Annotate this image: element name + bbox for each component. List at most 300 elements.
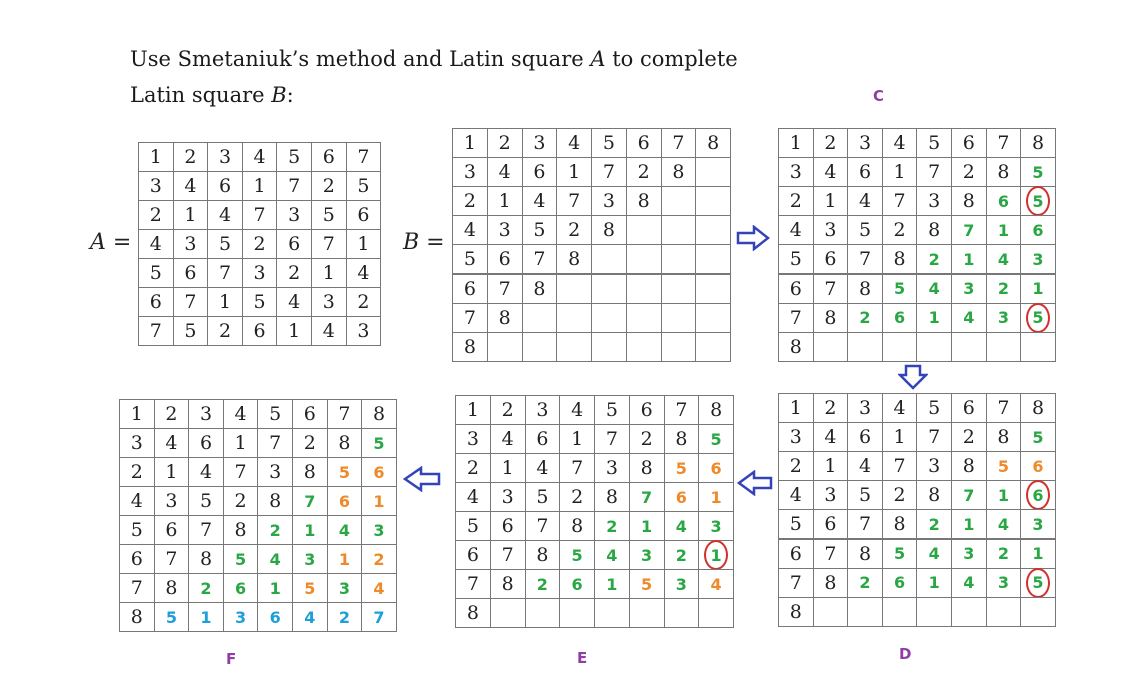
grid-cell: 2 [916, 509, 952, 539]
grid-cell: 2 [154, 399, 190, 429]
grid-cell: 5 [346, 171, 382, 201]
grid-cell: 3 [847, 393, 883, 423]
grid-cell: 8 [778, 597, 814, 627]
grid-cell: 2 [559, 482, 595, 512]
grid-cell: 5 [522, 215, 558, 245]
grid-cell: 7 [490, 540, 526, 570]
grid-cell: 7 [223, 457, 259, 487]
grid-cell: 5 [778, 509, 814, 539]
grid-cell: 1 [629, 511, 665, 541]
grid-cell: 4 [346, 258, 382, 288]
grid-cell: 1 [207, 287, 243, 317]
grid-cell: 1 [346, 229, 382, 259]
grid-cell: 4 [487, 157, 523, 187]
grid-cell: 3 [1020, 509, 1056, 539]
grid-cell: 6 [559, 569, 595, 599]
grid-cell: 4 [847, 186, 883, 216]
grid-cell: 7 [525, 511, 561, 541]
grid-cell: 4 [951, 568, 987, 598]
grid-cell: 4 [327, 515, 363, 545]
grid-cell [522, 332, 558, 362]
grid-cell: 3 [188, 399, 224, 429]
grid-cell: 7 [778, 303, 814, 333]
grid-cell: 8 [559, 511, 595, 541]
grid-cell: 2 [556, 215, 592, 245]
grid-cell: 3 [138, 171, 174, 201]
grid-cell: 3 [813, 480, 849, 510]
grid-cell: 5 [698, 424, 734, 454]
grid-cell-circled: 5 [1020, 568, 1056, 598]
grid-cell: 7 [591, 157, 627, 187]
grid-cell: 7 [327, 399, 363, 429]
grid-cell: 1 [1020, 274, 1056, 304]
grid-cell: 7 [361, 602, 397, 632]
grid-cell: 7 [951, 480, 987, 510]
grid-cell: 7 [847, 509, 883, 539]
grid-cell: 6 [986, 186, 1022, 216]
grid-cell: 5 [119, 515, 155, 545]
grid-cell: 8 [257, 486, 293, 516]
grid-cell: 7 [173, 287, 209, 317]
grid-cell [525, 598, 561, 628]
grid-cell: 4 [698, 569, 734, 599]
equation-b-var: B [403, 230, 420, 255]
grid-cell: 1 [698, 482, 734, 512]
grid-cell: 6 [327, 486, 363, 516]
grid-cell: 7 [813, 274, 849, 304]
grid-cell: 4 [813, 157, 849, 187]
grid-cell [1020, 332, 1056, 362]
arrow-down-icon [898, 364, 928, 390]
grid-cell: 2 [276, 258, 312, 288]
grid-cell: 2 [986, 539, 1022, 569]
grid-cell: 8 [661, 157, 697, 187]
grid-cell: 1 [311, 258, 347, 288]
grid-cell: 6 [778, 539, 814, 569]
grid-cell [556, 332, 592, 362]
grid-cell: 7 [292, 486, 328, 516]
latin-square-b [452, 128, 731, 362]
grid-cell: 5 [1020, 422, 1056, 452]
grid-cell: 7 [594, 424, 630, 454]
grid-cell: 3 [986, 303, 1022, 333]
grid-cell: 4 [257, 544, 293, 574]
grid-cell: 5 [154, 602, 190, 632]
grid-cell: 6 [813, 509, 849, 539]
grid-cell: 2 [207, 316, 243, 346]
grid-cell: 2 [813, 393, 849, 423]
grid-cell [916, 332, 952, 362]
grid-cell: 4 [778, 215, 814, 245]
grid-cell: 5 [276, 142, 312, 172]
grid-cell: 3 [223, 602, 259, 632]
grid-cell: 4 [559, 395, 595, 425]
grid-cell: 3 [525, 395, 561, 425]
grid-cell: 5 [292, 573, 328, 603]
grid-cell [556, 303, 592, 333]
grid-cell: 3 [311, 287, 347, 317]
grid-cell: 3 [916, 451, 952, 481]
grid-cell: 5 [311, 200, 347, 230]
grid-cell: 6 [813, 244, 849, 274]
grid-cell: 4 [311, 316, 347, 346]
grid-cell: 4 [490, 424, 526, 454]
grid-cell: 8 [882, 509, 918, 539]
grid-cell [951, 332, 987, 362]
grid-cell: 8 [1020, 393, 1056, 423]
grid-cell: 1 [452, 128, 488, 158]
latin-square-c [778, 128, 1056, 362]
grid-cell: 1 [138, 142, 174, 172]
grid-cell [813, 597, 849, 627]
grid-cell: 5 [188, 486, 224, 516]
grid-cell: 4 [525, 453, 561, 483]
grid-cell: 8 [951, 186, 987, 216]
grid-cell: 2 [292, 428, 328, 458]
grid-cell: 5 [223, 544, 259, 574]
grid-cell: 2 [951, 422, 987, 452]
grid-cell: 1 [916, 568, 952, 598]
grid-cell: 1 [292, 515, 328, 545]
grid-cell: 8 [525, 540, 561, 570]
grid-cell: 2 [916, 244, 952, 274]
label-e: E [577, 649, 588, 667]
grid-cell: 1 [916, 303, 952, 333]
intro-line-1 [130, 47, 738, 71]
grid-cell: 5 [916, 393, 952, 423]
grid-cell-circled: 1 [698, 540, 734, 570]
grid-cell: 8 [916, 480, 952, 510]
grid-cell [661, 186, 697, 216]
grid-cell: 4 [361, 573, 397, 603]
grid-cell: 3 [119, 428, 155, 458]
grid-cell: 8 [594, 482, 630, 512]
grid-cell: 5 [986, 451, 1022, 481]
grid-cell: 7 [813, 539, 849, 569]
grid-cell: 6 [242, 316, 278, 346]
grid-cell: 7 [986, 128, 1022, 158]
grid-cell: 5 [452, 244, 488, 274]
grid-cell: 3 [292, 544, 328, 574]
grid-cell: 8 [626, 186, 662, 216]
intro-text: Use Smetaniuk’s method and Latin square [130, 47, 591, 71]
grid-cell: 3 [361, 515, 397, 545]
grid-cell [847, 597, 883, 627]
grid-cell: 4 [522, 186, 558, 216]
equation-a-label [90, 230, 131, 255]
grid-cell: 2 [847, 303, 883, 333]
equation-b-sign: = [419, 230, 445, 255]
grid-cell: 3 [257, 457, 293, 487]
grid-cell [661, 215, 697, 245]
grid-cell [626, 332, 662, 362]
grid-cell [695, 186, 731, 216]
grid-cell [986, 332, 1022, 362]
grid-cell: 2 [525, 569, 561, 599]
grid-cell: 3 [522, 128, 558, 158]
grid-cell: 2 [487, 128, 523, 158]
grid-cell: 1 [556, 157, 592, 187]
grid-cell: 1 [594, 569, 630, 599]
grid-cell: 7 [778, 568, 814, 598]
grid-cell: 7 [242, 200, 278, 230]
grid-cell: 8 [813, 303, 849, 333]
grid-cell: 8 [119, 602, 155, 632]
grid-cell: 5 [207, 229, 243, 259]
grid-cell: 4 [455, 482, 491, 512]
grid-cell: 7 [487, 274, 523, 304]
grid-cell: 5 [257, 399, 293, 429]
grid-cell: 4 [986, 509, 1022, 539]
grid-cell: 8 [629, 453, 665, 483]
grid-cell: 1 [951, 509, 987, 539]
grid-cell: 4 [173, 171, 209, 201]
grid-cell [661, 244, 697, 274]
grid-cell: 1 [778, 128, 814, 158]
grid-cell: 8 [556, 244, 592, 274]
grid-cell: 8 [986, 422, 1022, 452]
grid-cell: 4 [664, 511, 700, 541]
grid-cell [661, 303, 697, 333]
grid-cell: 5 [559, 540, 595, 570]
grid-cell [594, 598, 630, 628]
grid-cell: 7 [119, 573, 155, 603]
grid-cell: 5 [455, 511, 491, 541]
circle-highlight-icon [1026, 480, 1050, 510]
grid-cell: 6 [311, 142, 347, 172]
grid-cell: 1 [559, 424, 595, 454]
grid-cell: 7 [847, 244, 883, 274]
grid-cell: 3 [276, 200, 312, 230]
grid-cell [522, 303, 558, 333]
label-d: D [899, 645, 912, 663]
grid-cell: 6 [951, 128, 987, 158]
arrow-left-icon [737, 470, 773, 496]
grid-cell: 4 [138, 229, 174, 259]
grid-cell: 4 [276, 287, 312, 317]
grid-cell: 3 [986, 568, 1022, 598]
grid-cell: 4 [986, 244, 1022, 274]
grid-cell: 6 [1020, 215, 1056, 245]
grid-cell: 3 [455, 424, 491, 454]
grid-cell: 7 [346, 142, 382, 172]
grid-cell: 8 [188, 544, 224, 574]
grid-cell [698, 598, 734, 628]
grid-cell: 3 [346, 316, 382, 346]
grid-cell: 4 [188, 457, 224, 487]
grid-cell: 8 [154, 573, 190, 603]
grid-cell: 4 [154, 428, 190, 458]
grid-cell: 6 [1020, 451, 1056, 481]
grid-cell: 1 [361, 486, 397, 516]
grid-cell [695, 244, 731, 274]
grid-cell: 1 [276, 316, 312, 346]
grid-cell: 2 [311, 171, 347, 201]
grid-cell: 1 [154, 457, 190, 487]
grid-cell: 4 [223, 399, 259, 429]
grid-cell: 6 [847, 422, 883, 452]
grid-cell: 7 [916, 157, 952, 187]
grid-cell: 1 [223, 428, 259, 458]
grid-cell: 2 [813, 128, 849, 158]
grid-cell: 4 [916, 274, 952, 304]
grid-cell: 1 [490, 453, 526, 483]
equation-a-var: A [90, 230, 106, 255]
grid-cell: 4 [452, 215, 488, 245]
grid-cell [882, 332, 918, 362]
grid-cell: 3 [487, 215, 523, 245]
grid-cell: 4 [813, 422, 849, 452]
grid-cell: 1 [1020, 539, 1056, 569]
grid-cell: 5 [327, 457, 363, 487]
grid-cell: 3 [173, 229, 209, 259]
grid-cell: 8 [778, 332, 814, 362]
intro-text-end: to complete [605, 47, 738, 71]
grid-cell: 8 [327, 428, 363, 458]
grid-cell: 7 [882, 451, 918, 481]
grid-cell: 2 [455, 453, 491, 483]
grid-cell: 8 [292, 457, 328, 487]
grid-cell: 6 [664, 482, 700, 512]
grid-cell: 3 [591, 186, 627, 216]
grid-cell: 4 [951, 303, 987, 333]
grid-cell [591, 244, 627, 274]
grid-cell: 8 [916, 215, 952, 245]
grid-cell: 2 [257, 515, 293, 545]
grid-cell: 6 [626, 128, 662, 158]
label-f: F [226, 650, 237, 668]
grid-cell: 7 [882, 186, 918, 216]
grid-cell: 2 [138, 200, 174, 230]
latin-square-d [778, 393, 1056, 627]
grid-cell: 4 [847, 451, 883, 481]
grid-cell: 6 [778, 274, 814, 304]
grid-cell: 1 [882, 422, 918, 452]
grid-cell [695, 274, 731, 304]
grid-cell: 2 [173, 142, 209, 172]
grid-cell: 2 [361, 544, 397, 574]
grid-cell: 7 [154, 544, 190, 574]
grid-cell [559, 598, 595, 628]
grid-cell: 3 [951, 539, 987, 569]
grid-cell: 7 [188, 515, 224, 545]
grid-cell: 7 [986, 393, 1022, 423]
grid-cell: 5 [525, 482, 561, 512]
grid-cell: 6 [452, 274, 488, 304]
grid-cell: 1 [327, 544, 363, 574]
grid-cell: 5 [591, 128, 627, 158]
grid-cell [664, 598, 700, 628]
grid-cell: 7 [916, 422, 952, 452]
equation-b-label [403, 230, 445, 255]
grid-cell: 6 [346, 200, 382, 230]
grid-cell: 2 [242, 229, 278, 259]
latin-square-a [138, 142, 381, 346]
grid-cell: 5 [594, 395, 630, 425]
grid-cell: 2 [346, 287, 382, 317]
grid-cell: 8 [487, 303, 523, 333]
grid-cell: 2 [882, 215, 918, 245]
grid-cell: 3 [778, 157, 814, 187]
grid-cell: 2 [951, 157, 987, 187]
grid-cell: 1 [813, 186, 849, 216]
grid-cell: 7 [951, 215, 987, 245]
grid-cell [695, 215, 731, 245]
grid-cell [626, 274, 662, 304]
grid-cell: 1 [242, 171, 278, 201]
label-c: C [873, 87, 885, 105]
grid-cell: 8 [847, 274, 883, 304]
grid-cell: 2 [452, 186, 488, 216]
grid-cell: 5 [664, 453, 700, 483]
grid-cell: 4 [242, 142, 278, 172]
grid-cell: 8 [223, 515, 259, 545]
grid-cell: 4 [916, 539, 952, 569]
grid-cell: 3 [916, 186, 952, 216]
grid-cell: 8 [847, 539, 883, 569]
grid-cell: 2 [626, 157, 662, 187]
grid-cell: 4 [882, 128, 918, 158]
grid-cell: 6 [525, 424, 561, 454]
grid-cell [1020, 597, 1056, 627]
grid-cell: 8 [1020, 128, 1056, 158]
grid-cell: 7 [559, 453, 595, 483]
grid-cell: 6 [154, 515, 190, 545]
grid-cell: 3 [327, 573, 363, 603]
grid-cell: 5 [173, 316, 209, 346]
grid-cell: 1 [951, 244, 987, 274]
arrow-left-icon [403, 466, 441, 492]
grid-cell: 3 [951, 274, 987, 304]
circle-highlight-icon [1026, 186, 1050, 216]
grid-cell: 2 [629, 424, 665, 454]
grid-cell [490, 598, 526, 628]
grid-cell: 3 [664, 569, 700, 599]
intro-var-b: B [271, 83, 287, 107]
grid-cell [556, 274, 592, 304]
grid-cell: 6 [223, 573, 259, 603]
grid-cell: 1 [813, 451, 849, 481]
grid-cell: 7 [629, 482, 665, 512]
grid-cell: 5 [916, 128, 952, 158]
grid-cell: 5 [361, 428, 397, 458]
circle-highlight-icon [1026, 568, 1050, 598]
grid-cell: 6 [119, 544, 155, 574]
grid-cell: 3 [629, 540, 665, 570]
grid-cell: 3 [207, 142, 243, 172]
grid-cell: 6 [882, 303, 918, 333]
latin-square-f [119, 399, 397, 632]
grid-cell: 1 [119, 399, 155, 429]
grid-cell: 5 [242, 287, 278, 317]
grid-cell: 4 [119, 486, 155, 516]
intro-var-a: A [590, 47, 606, 71]
grid-cell: 6 [629, 395, 665, 425]
grid-cell: 7 [522, 244, 558, 274]
grid-cell: 6 [361, 457, 397, 487]
grid-cell: 7 [207, 258, 243, 288]
grid-cell: 2 [594, 511, 630, 541]
grid-cell [626, 244, 662, 274]
grid-cell: 6 [847, 157, 883, 187]
grid-cell: 8 [591, 215, 627, 245]
grid-cell: 7 [556, 186, 592, 216]
grid-cell: 5 [778, 244, 814, 274]
grid-cell: 7 [311, 229, 347, 259]
grid-cell: 2 [882, 480, 918, 510]
grid-cell: 6 [138, 287, 174, 317]
grid-cell: 1 [487, 186, 523, 216]
